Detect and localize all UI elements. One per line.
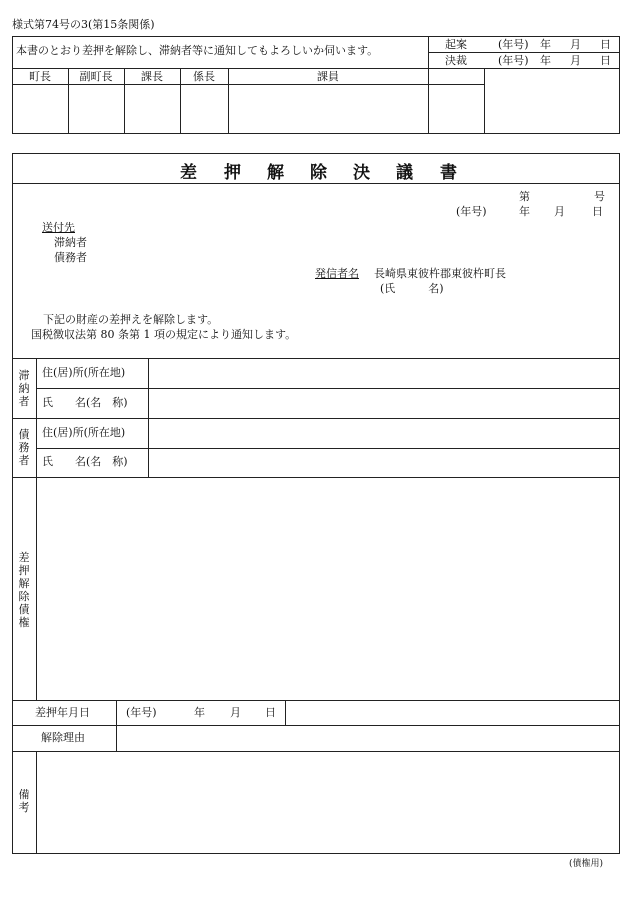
role-subsection-chief: 係長 xyxy=(193,70,215,83)
seizure-day: 日 xyxy=(265,706,276,719)
document-title xyxy=(12,158,620,183)
body-line-1: 下記の財産の差押えを解除します。 xyxy=(43,313,219,326)
title-char: 差 xyxy=(180,163,197,183)
seizure-date-label: 差押年月日 xyxy=(35,706,90,719)
form-number: 様式第74号の3(第15条関係) xyxy=(12,18,155,31)
doc-year: 年 xyxy=(519,205,530,218)
body-line-2: 国税徴収法第 80 条第 1 項の規定により通知します。 xyxy=(31,328,297,341)
draft-era: (年号) xyxy=(498,38,529,51)
approval-request-text: 本書のとおり差押を解除し、滞納者等に通知してもよろしいか伺います。 xyxy=(16,44,379,57)
footer-note: (債権用) xyxy=(569,859,604,869)
title-char: 書 xyxy=(440,163,457,183)
delinquent-address-field[interactable] xyxy=(149,359,619,388)
draft-month: 月 xyxy=(570,38,581,51)
remarks-field[interactable] xyxy=(37,752,619,853)
title-char: 議 xyxy=(396,163,413,183)
delinquent-address-label: 住(居)所(所在地) xyxy=(42,366,126,379)
debtor-address-label: 住(居)所(所在地) xyxy=(42,426,126,439)
stamp-cell-mayor[interactable] xyxy=(13,85,68,133)
sender-value: 長崎県東彼杵郡東彼杵町長 xyxy=(374,267,506,280)
stamp-cell-section-chief[interactable] xyxy=(125,85,180,133)
seizure-date-field[interactable] xyxy=(117,701,284,725)
stamp-cell-deputy-mayor[interactable] xyxy=(69,85,124,133)
released-claim-label: 差押解除債権 xyxy=(18,551,30,629)
remarks-label: 備考 xyxy=(18,788,30,814)
debtor-label: 債務者 xyxy=(18,428,30,467)
decision-day: 日 xyxy=(600,54,611,67)
doc-era: (年号) xyxy=(456,205,487,218)
role-mayor: 町長 xyxy=(29,70,51,83)
seizure-year: 年 xyxy=(194,706,205,719)
title-char: 押 xyxy=(224,163,241,183)
delinquent-label: 滞納者 xyxy=(18,369,30,408)
doc-no-prefix: 第 xyxy=(519,190,530,203)
release-reason-label: 解除理由 xyxy=(41,731,85,744)
delinquent-name-label: 氏 名(名 称) xyxy=(42,396,128,409)
release-reason-field[interactable] xyxy=(117,726,619,751)
draft-label: 起案 xyxy=(445,38,467,51)
role-section-chief: 課長 xyxy=(141,70,163,83)
released-claim-field[interactable] xyxy=(37,478,619,699)
title-char: 決 xyxy=(353,163,370,183)
debtor-address-field[interactable] xyxy=(149,419,619,448)
doc-month: 月 xyxy=(554,205,565,218)
title-char: 除 xyxy=(310,163,327,183)
role-staff: 課員 xyxy=(317,70,339,83)
debtor-name-label: 氏 名(名 称) xyxy=(42,455,128,468)
recipient-label: 送付先 xyxy=(42,221,75,234)
doc-no-suffix: 号 xyxy=(594,190,605,203)
stamp-cell-staff[interactable] xyxy=(229,85,428,133)
seizure-era: (年号) xyxy=(126,706,157,719)
draft-day: 日 xyxy=(600,38,611,51)
decision-label: 決裁 xyxy=(445,54,467,67)
sender-label: 発信者名 xyxy=(315,267,359,280)
decision-era: (年号) xyxy=(498,54,529,67)
draft-year: 年 xyxy=(540,38,551,51)
title-char: 解 xyxy=(267,163,284,183)
role-deputy-mayor: 副町長 xyxy=(79,70,113,83)
decision-month: 月 xyxy=(570,54,581,67)
stamp-cell-subsection-chief[interactable] xyxy=(181,85,228,133)
debtor-name-field[interactable] xyxy=(149,449,619,477)
seizure-month: 月 xyxy=(230,706,241,719)
delinquent-name-field[interactable] xyxy=(149,389,619,418)
sender-name: (氏 名) xyxy=(380,282,444,295)
recipient-delinquent: 滞納者 xyxy=(54,236,87,249)
doc-day: 日 xyxy=(592,205,603,218)
decision-year: 年 xyxy=(540,54,551,67)
recipient-debtor: 債務者 xyxy=(54,251,87,264)
